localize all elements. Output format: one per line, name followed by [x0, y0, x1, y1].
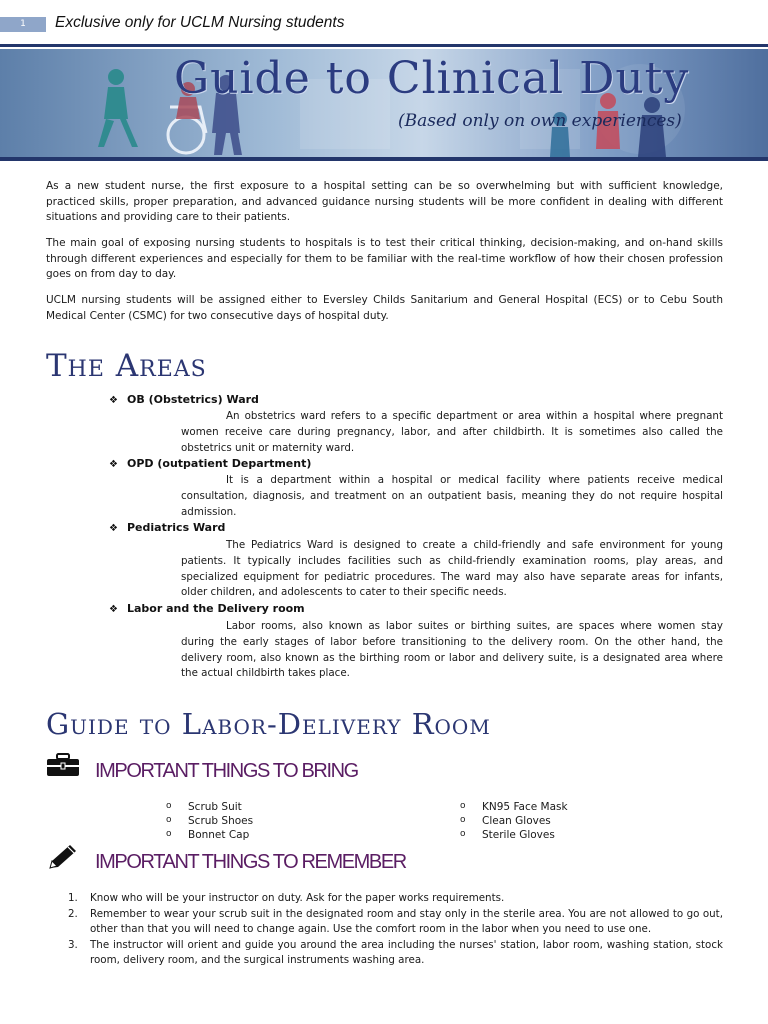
- areas-heading: The Areas: [46, 348, 207, 384]
- bring-heading: IMPORTANT THINGS TO BRING: [95, 760, 358, 782]
- briefcase-icon: [46, 753, 80, 777]
- intro-paragraph: The main goal of exposing nursing students to hospitals is to test their critical thinking, decision-making, and on-hand skills through different experiences and especially for them to be familiar with the real-time workflow of how their chosen profession goes on from day to day.: [46, 237, 723, 280]
- header-rule: [0, 44, 768, 47]
- banner-rule: [0, 157, 768, 161]
- diamond-bullet-icon: ❖: [109, 395, 118, 406]
- diamond-bullet-icon: ❖: [109, 459, 118, 470]
- diamond-bullet-icon: ❖: [109, 523, 118, 534]
- area-title: ❖ OPD (outpatient Department): [109, 457, 312, 470]
- area-description: The Pediatrics Ward is designed to create a child-friendly and safe environment for young patients. It typically includes facilities such as child-friendly examination rooms, play areas, and specialized equipment for pediatric procedures. The ward may also have separate areas for infants, older children, and adolescents to cater to their specific needs.: [181, 539, 723, 599]
- diamond-bullet-icon: ❖: [109, 604, 118, 615]
- area-title: ❖ Pediatrics Ward: [109, 521, 226, 534]
- list-item: 1. Know who will be your instructor on duty. Ask for the paper works requirements.: [68, 892, 505, 904]
- header-tagline: Exclusive only for UCLM Nursing students: [55, 14, 345, 31]
- area-title: ❖ Labor and the Delivery room: [109, 602, 305, 615]
- list-item: o Scrub Suit: [166, 800, 253, 814]
- list-item: o Bonnet Cap: [166, 828, 253, 842]
- intro-paragraph: UCLM nursing students will be assigned either to Eversley Childs Sanitarium and General Hospital (ECS) or to Cebu South Medical Center (CSMC) for two consecutive days of hospital duty.: [46, 294, 723, 322]
- area-description: An obstetrics ward refers to a specific department or area within a hospital where pregnant women receive care during pregnancy, labor, and after childbirth. It is sometimes also called the obstetrics unit or maternity ward.: [181, 410, 723, 454]
- list-item: o Sterile Gloves: [460, 828, 568, 842]
- banner-subtitle: (Based only on own experiences): [398, 111, 682, 131]
- bring-list-left: [166, 800, 253, 842]
- area-description: It is a department within a hospital or medical facility where patients receive medical consultation, diagnosis, and treatment on an outpatient basis, meaning they do not require hospital admission.: [181, 474, 723, 518]
- area-title: ❖ OB (Obstetrics) Ward: [109, 393, 259, 406]
- pencil-icon: [46, 842, 80, 872]
- list-item: 2. Remember to wear your scrub suit in the designated room and stay only in the sterile area. You are not allowed to go out, other than that you will need to change again. Use the comfort room in the labor when you need to use one.: [68, 907, 723, 935]
- list-item: o Clean Gloves: [460, 814, 568, 828]
- bring-list-right: [460, 800, 568, 842]
- guide-heading: Guide to Labor-Delivery Room: [46, 707, 491, 741]
- remember-heading: IMPORTANT THINGS TO REMEMBER: [95, 851, 406, 873]
- page-number: 1: [0, 17, 46, 32]
- title-banner: [0, 49, 768, 157]
- remember-list: [68, 891, 723, 969]
- banner-title: Guide to Clinical Duty: [174, 53, 690, 104]
- intro-paragraph: As a new student nurse, the first exposure to a hospital setting can be so overwhelming but with sufficient knowledge, practiced skills, proper preparation, and advanced guidance nursing students will be more confident in dealing with different situations and providing care to their patients.: [46, 180, 723, 223]
- list-item: 3. The instructor will orient and guide you around the area including the nurses' station, labor room, washing station, stock room, delivery room, and the surgical instruments washing area.: [68, 938, 723, 966]
- area-description: Labor rooms, also known as labor suites or birthing suites, are spaces where women stay during the early stages of labor before transitioning to the delivery room. On the other hand, the delivery room, also known as the birthing room or labor and delivery suite, is a designated area where the actual childbirth takes place.: [181, 620, 723, 680]
- list-item: o Scrub Shoes: [166, 814, 253, 828]
- list-item: o KN95 Face Mask: [460, 800, 568, 814]
